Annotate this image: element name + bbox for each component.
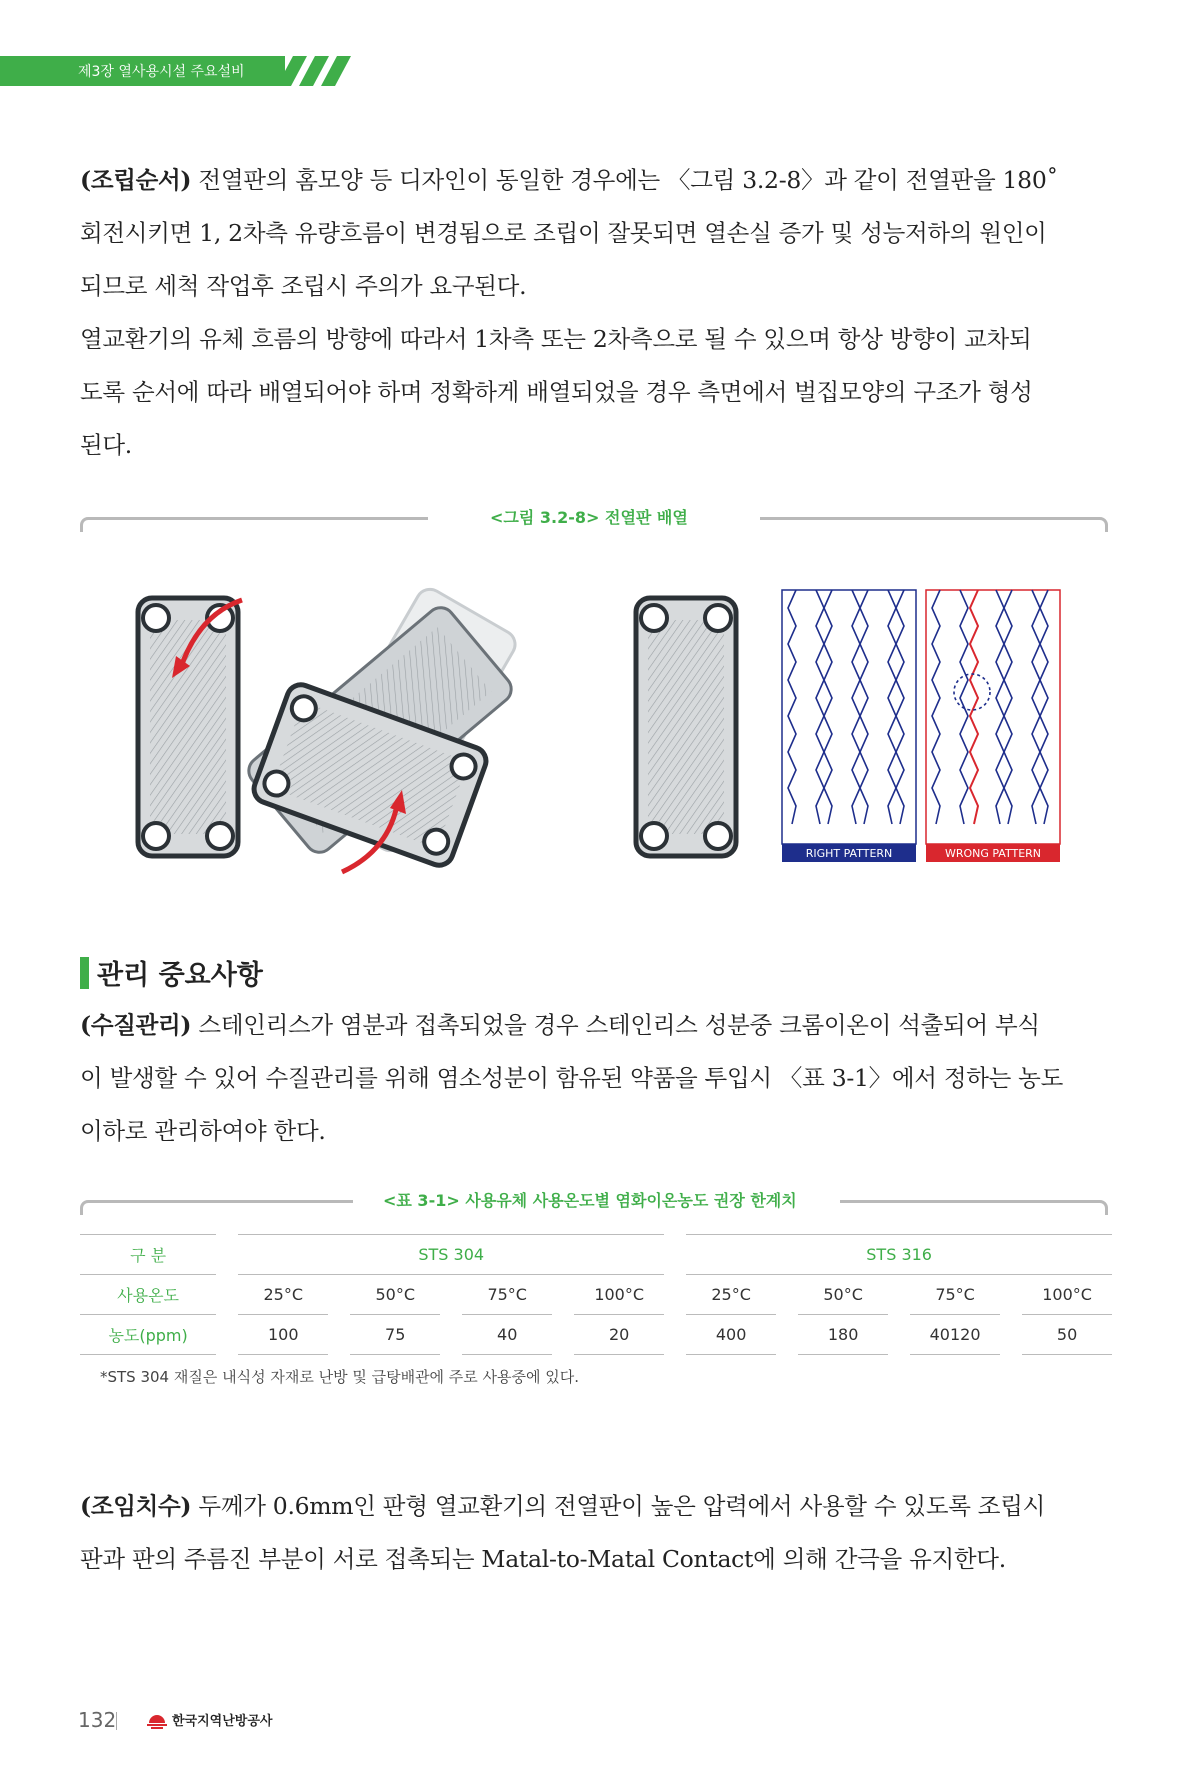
text-line: 된다.	[80, 431, 132, 459]
heat-plate-left	[138, 598, 238, 856]
text-line: 도록 순서에 따라 배열되어야 하며 정확하게 배열되었을 경우 측면에서 벌집모양의 구조가 형성	[80, 378, 1033, 406]
chapter-header	[0, 56, 285, 86]
section-bar	[80, 957, 89, 989]
right-pattern-diagram	[782, 590, 916, 862]
table-cell: 400	[686, 1315, 776, 1355]
sts316-header: STS 316	[686, 1234, 1112, 1275]
text-line: 회전시키면 1, 2차측 유량흐름이 변경됨으로 조립이 잘못되면 열손실 증가 및 성능저하의 원인이	[80, 219, 1047, 247]
header-label-cell: 구 분	[80, 1234, 216, 1275]
table-row	[80, 1234, 1112, 1275]
table-cell: 50	[1022, 1315, 1112, 1355]
org-logo	[146, 1710, 272, 1729]
figure-frame-right	[760, 517, 1108, 532]
section-heading	[80, 953, 263, 992]
water-quality-label: (수질관리)	[80, 1011, 192, 1039]
section-title: 관리 중요사항	[97, 960, 263, 991]
tightening-paragraph	[80, 1480, 1112, 1586]
flow-direction-paragraph	[80, 313, 1112, 472]
table-row	[80, 1315, 1112, 1355]
table-cell: 25°C	[686, 1275, 776, 1315]
assembly-order-label: (조립순서)	[80, 166, 192, 194]
table-cell: 50°C	[798, 1275, 888, 1315]
figure-frame-left	[80, 517, 428, 532]
temp-label-cell: 사용온도	[80, 1275, 216, 1315]
text-line: 두께가 0.6mm인 판형 열교환기의 전열판이 높은 압력에서 사용할 수 있도록 조립시	[191, 1492, 1045, 1520]
chapter-title: 제3장 열사용시설 주요설비	[78, 64, 245, 80]
rotating-plates	[243, 584, 520, 869]
text-line: 되므로 세척 작업후 조립시 주의가 요구된다.	[80, 272, 527, 300]
heat-plate-right	[636, 598, 736, 856]
water-quality-paragraph	[80, 999, 1112, 1158]
table-title: <표 3-1> 사용유체 사용온도별 염화이온농도 권장 한계치	[383, 1191, 797, 1210]
table-cell: 75°C	[462, 1275, 552, 1315]
figure-title: <그림 3.2-8> 전열판 배열	[490, 508, 688, 527]
text-line: 판과 판의 주름진 부분이 서로 접촉되는 Matal-to-Matal Contact에 의해 간극을 유지한다.	[80, 1545, 1006, 1573]
chloride-limit-table	[80, 1234, 1112, 1355]
table-cell: 100°C	[1022, 1275, 1112, 1315]
table-row	[80, 1275, 1112, 1315]
table-cell: 40120	[910, 1315, 1000, 1355]
text-line: 이하로 관리하여야 한다.	[80, 1117, 326, 1145]
header-stripes	[277, 56, 357, 86]
org-name: 한국지역난방공사	[172, 1714, 273, 1729]
table-cell: 180	[798, 1315, 888, 1355]
table-cell: 100°C	[574, 1275, 664, 1315]
text-line: 열교환기의 유체 흐름의 방향에 따라서 1차측 또는 2차측으로 될 수 있으며 항상 방향이 교차되	[80, 325, 1032, 353]
right-pattern-label: RIGHT PATTERN	[805, 847, 893, 860]
table-cell: 40	[462, 1315, 552, 1355]
wrong-pattern-diagram	[926, 590, 1060, 862]
table-cell: 75	[350, 1315, 440, 1355]
text-line: 스테인리스가 염분과 접촉되었을 경우 스테인리스 성분중 크롬이온이 석출되어 부식	[191, 1011, 1040, 1039]
assembly-order-paragraph	[80, 154, 1112, 313]
table-cell: 20	[574, 1315, 664, 1355]
table-cell: 100	[238, 1315, 328, 1355]
table-cell: 75°C	[910, 1275, 1000, 1315]
table-cell: 50°C	[350, 1275, 440, 1315]
text-line: 이 발생할 수 있어 수질관리를 위해 염소성분이 함유된 약품을 투입시 〈표 3-1〉에서 정하는 농도	[80, 1064, 1063, 1092]
conc-label-cell: 농도(ppm)	[80, 1315, 216, 1355]
table-frame-left	[80, 1200, 353, 1215]
wrong-pattern-label: WRONG PATTERN	[944, 847, 1042, 860]
table-frame-right	[840, 1200, 1108, 1215]
table-note: *STS 304 재질은 내식성 자재로 난방 및 급탕배관에 주로 사용중에 있다.	[100, 1368, 580, 1386]
plate-arrangement-figure	[80, 560, 1112, 890]
sts304-header: STS 304	[238, 1234, 664, 1275]
tightening-label: (조임치수)	[80, 1492, 192, 1520]
org-logo-icon	[146, 1711, 168, 1729]
table-cell: 25°C	[238, 1275, 328, 1315]
text-line: 전열판의 홈모양 등 디자인이 동일한 경우에는 〈그림 3.2-8〉과 같이 전열판을 180˚	[191, 166, 1058, 194]
page-number: 132	[78, 1708, 117, 1732]
footer-divider	[116, 1712, 117, 1730]
